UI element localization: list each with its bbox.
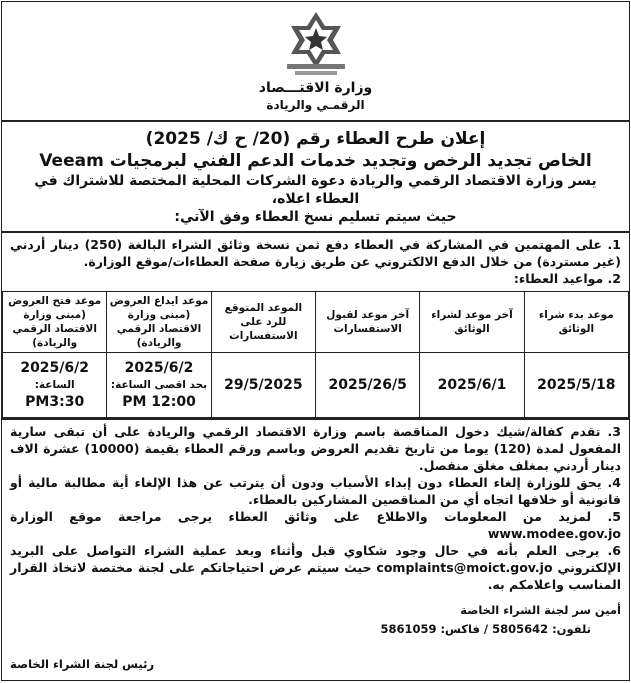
item-4: 4. يحق للوزارة إلغاء العطاء دون إبداء الأسباب ودون أن يترتب عن هذا الإلغاء أية مطالبة مالية أو قانونية أو خلافها اتجاه أي من المناقصين المشاركين بالعطاء.: [10, 475, 621, 507]
jordan-ministry-star-logo-icon: [281, 8, 351, 78]
table-cell: [3, 353, 107, 418]
signature-block: [2, 593, 629, 671]
title-line1: إعلان طرح العطاء رقم (20/ ح ك/ 2025): [145, 129, 486, 149]
opening-time: PM3:30: [25, 393, 85, 410]
tender-schedule-table: [2, 291, 629, 418]
item-2: 2. مواعيد العطاء:: [513, 271, 621, 286]
table-cell: 29/5/2025: [211, 353, 315, 418]
chair-title: رئيس لجنة الشراء الخاصة: [10, 657, 155, 671]
secretary-title: أمين سر لجنة الشراء الخاصة: [460, 603, 621, 617]
item-3: 3. تقدم كفالة/شيك دخول المناقصة باسم وزارة الاقتصاد الرقمي والريادة على أن تبقى سارية المفعول لمدة (120) يوما من تاريخ تقديم العروض وباسم ورقم العطاء بقيمة (10000) عشرة الاف دينار أردني بمغلف مغلق منفصل.: [10, 424, 621, 473]
contact-numbers: تلفون: 5805642 / فاكس: 5861059: [380, 622, 591, 636]
announcement-title: [2, 128, 629, 226]
title-line2: الخاص تجديد الرخص وتجديد خدمات الدعم الفني لبرمجيات Veeam: [39, 151, 592, 171]
table-cell: 2025/6/1: [420, 353, 524, 418]
opening-date: 2025/6/2: [20, 359, 90, 376]
table-header: موعد ايداع العروض (مبنى وزارة الاقتصاد الرقمي والريادة): [107, 292, 211, 353]
ministry-line2: الرقمـي والريادة: [266, 98, 365, 112]
table-header: الموعد المتوقع للرد على الاستفسارات: [211, 292, 315, 353]
ministry-line1: وزارة الاقتـــصاد: [258, 80, 373, 96]
table-header-row: [3, 292, 629, 353]
table-header: موعد فتح العروض (مبنى وزارة الاقتصاد الرقمي والريادة): [3, 292, 107, 353]
table-header: موعد بدء شراء الوثائق: [524, 292, 628, 353]
table-cell: 2025/5/18: [524, 353, 628, 418]
section-payment: [2, 233, 629, 287]
table-header: آخر موعد لقبول الاستفسارات: [316, 292, 420, 353]
opening-note: الساعة:: [34, 378, 75, 391]
table-row: [3, 353, 629, 418]
deposit-note: بحد اقصى الساعة:: [110, 378, 208, 391]
title-line3: يسر وزارة الاقتصاد الرقمي والريادة دعوة الشركات المحلية المختصة للاشتراك في العطاء اعلاه،: [34, 173, 597, 207]
deposit-time: PM 12:00: [122, 393, 196, 410]
tender-announcement: [1, 1, 630, 681]
terms-section: [2, 418, 629, 593]
table-cell: 2025/26/5: [316, 353, 420, 418]
table-header: آخر موعد لشراء الوثائق: [420, 292, 524, 353]
deposit-date: 2025/6/2: [124, 359, 194, 376]
item-1: 1. على المهتمين في المشاركة في العطاء دفع ثمن نسخة وثائق الشراء البالغة (250) دينار أردني (غير مستردة) من خلال الدفع الالكتروني عن طريق زيارة صفحة العطاءات/موقع الوزارة.: [10, 237, 621, 269]
header: [2, 2, 629, 122]
title-line4: حيث سيتم تسليم نسخ العطاء وفق الآتي:: [174, 209, 457, 225]
ministry-name: [2, 80, 629, 114]
table-cell: [107, 353, 211, 418]
item-5: 5. لمزيد من المعلومات والاطلاع على وثائق العطاء يرجى مراجعة موقع الوزارة www.modee.gov.jo: [10, 509, 621, 541]
item-6: 6. يرجى العلم بأنه في حال وجود شكاوي قبل وأثناء وبعد عملية الشراء التواصل على البريد الإلكتروني complaints@moict.gov.jo حيث سيتم عرض احتياجاتكم على لجنة مختصة لاتخاذ القرار المناسب واعلامكم به.: [10, 543, 621, 592]
